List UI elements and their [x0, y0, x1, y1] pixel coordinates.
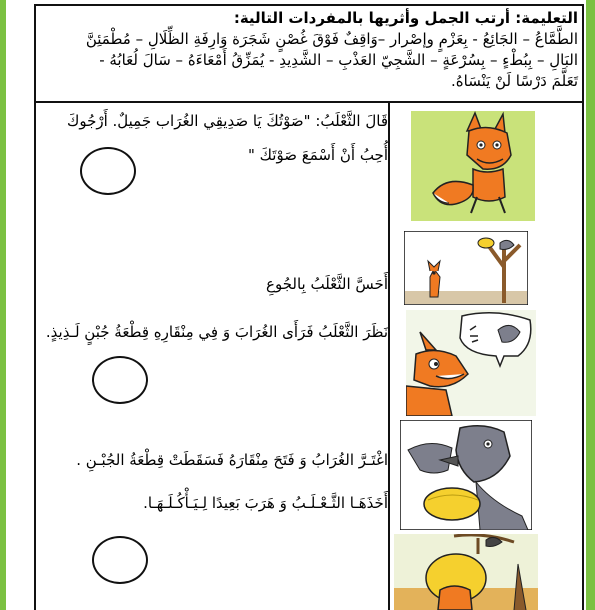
header-divider — [34, 101, 584, 103]
sentence-2: أَحَسَّ الثَّعْلَبُ بِالجُوعِ — [266, 275, 388, 293]
sentence-1-line-2: أُحِبُ أَنْ أَسْمَعَ صَوْتَكَ " — [247, 146, 388, 164]
vocab-line-3: تَعَلَّمَ دَرْسًا لَنْ يَنْسَاهُ. — [451, 72, 578, 90]
sentence-4: اغْتَـرَّ الغُرَابُ وَ فَتَحَ مِنْقَارَهُ فَسَقَطَتْ قِطْعَةُ الجُبْـنِ . — [76, 451, 388, 469]
picture-fox-takes-cheese — [394, 534, 538, 610]
left-green-border — [0, 0, 6, 610]
order-circle-2[interactable] — [92, 356, 148, 404]
picture-fox-sees-crow — [406, 310, 536, 416]
vocab-line-1: الطَّمَّاعُ – الجَائِعُ - بِعَزْمٍ وإصْرار –وَاقِفٌ فَوْقَ غُصْنٍ شَجَرَة وَارِفَةِ الظِّلَالِ – مُطْمَئِنَّ — [85, 30, 578, 48]
picture-fox-talking — [411, 111, 535, 221]
order-circle-3[interactable] — [92, 536, 148, 584]
sentence-1-line-1: قَالَ الثَّعْلَبُ: "صَوْتُكَ يَا صَدِيقِي الغُرَاب جَمِيلٌ. أَرْجُوكَ — [66, 112, 388, 130]
instruction-header — [38, 8, 578, 92]
picture-crow-on-tree — [404, 231, 528, 305]
frame-left-line — [34, 4, 36, 610]
order-circle-1[interactable] — [80, 147, 136, 195]
right-green-border — [586, 0, 595, 610]
instruction-title: التعليمة: أرتب الجمل وأثريها بالمفردات التالية: — [233, 9, 578, 27]
vocab-line-2: البَالِ – بِبُطْءٍ – بِسُرْعَةٍ – الشَّجِيّ العَذْبِ – الشَّدِيدِ - يُمَزِّقُ أَمْعَاءَهُ – سَالَ لُعَابُهُ - — [99, 51, 578, 69]
frame-top-line — [34, 4, 583, 6]
column-divider — [388, 103, 390, 610]
sentence-5: أَخَذَهَـا الثَّـعْـلَـبُ وَ هَرَبَ بَعِيدًا لِـيَـأْكُـلَـهَـا. — [143, 494, 388, 512]
frame-right-line — [582, 4, 584, 610]
sentence-3: نَظَرَ الثَّعْلَبُ فَرَأَى الغُرَابَ وَ فِي مِنْقَارِهِ قِطْعَةُ جُبْنٍ لَـذِيذٍ. — [45, 323, 388, 341]
picture-crow-drops-cheese — [400, 420, 532, 530]
